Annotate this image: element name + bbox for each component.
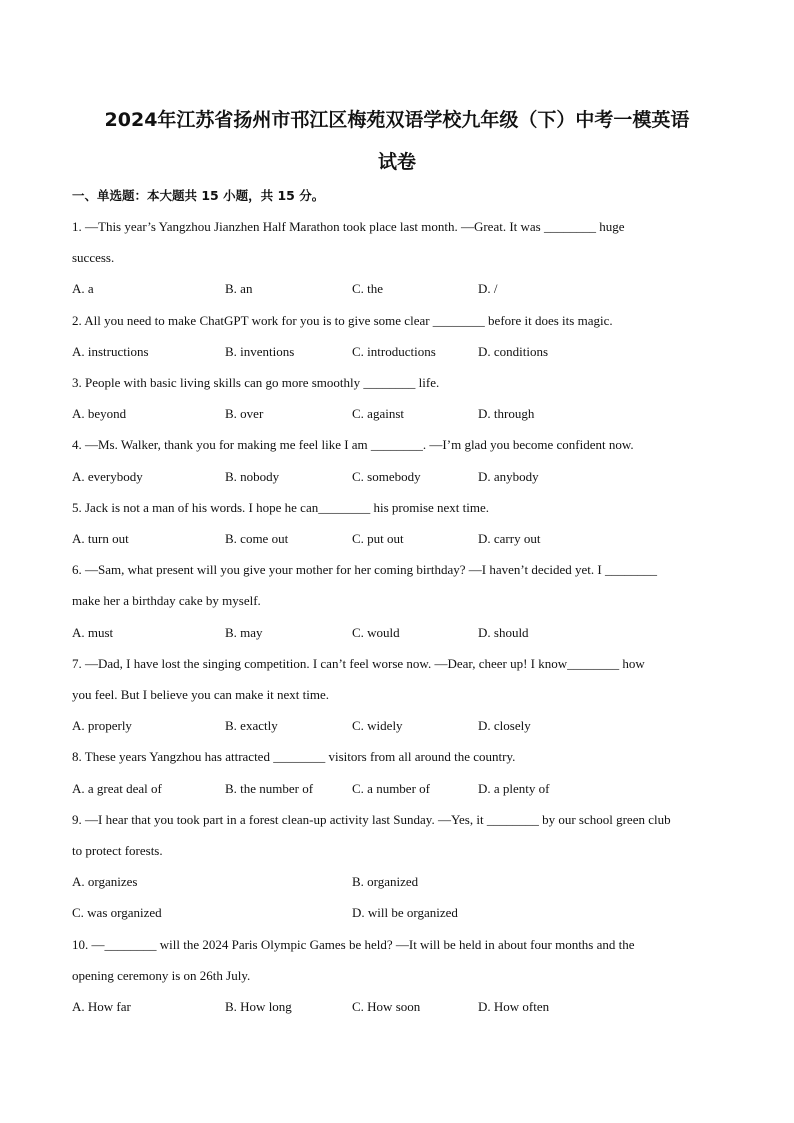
question-6-option-b: B. may: [225, 625, 263, 640]
question-4-stem-line-1: 4. —Ms. Walker, thank you for making me feel like I am ________. —I’m glad you become confident now.: [72, 437, 634, 452]
question-5-option-a: A. turn out: [72, 531, 129, 546]
document-title-line-1: 2024年江苏省扬州市邗江区梅苑双语学校九年级（下）中考一模英语: [104, 109, 690, 131]
question-5-option-d: D. carry out: [478, 531, 541, 546]
question-10-stem-line-1: 10. —________ will the 2024 Paris Olympic Games be held? —It will be held in about four months and the: [72, 937, 635, 952]
question-6-stem-line-2: make her a birthday cake by myself.: [72, 593, 261, 608]
question-10-stem-line-2: opening ceremony is on 26th July.: [72, 968, 251, 983]
question-3-option-a: A. beyond: [72, 406, 127, 421]
question-9-option-a: A. organizes: [72, 874, 138, 889]
question-2-option-a: A. instructions: [72, 344, 149, 359]
question-1-stem-line-1: 1. —This year’s Yangzhou Jianzhen Half Marathon took place last month. —Great. It was ________ huge: [72, 219, 625, 234]
question-2-stem-line-1: 2. All you need to make ChatGPT work for you is to give some clear ________ before it does its magic.: [72, 313, 613, 328]
question-1-option-c: C. the: [352, 281, 384, 296]
question-6-option-d: D. should: [478, 625, 529, 640]
question-3-option-b: B. over: [225, 406, 264, 421]
question-9-option-d: D. will be organized: [352, 905, 458, 920]
question-4-option-d: D. anybody: [478, 469, 539, 484]
question-8-option-a: A. a great deal of: [72, 781, 162, 796]
question-7-stem-line-1: 7. —Dad, I have lost the singing competition. I can’t feel worse now. —Dear, cheer up! I know________ how: [72, 656, 645, 671]
question-10-option-a: A. How far: [72, 999, 131, 1014]
question-7-option-c: C. widely: [352, 718, 403, 733]
question-7-option-b: B. exactly: [225, 718, 278, 733]
document-title-line-2: 试卷: [377, 151, 416, 173]
question-4-option-b: B. nobody: [225, 469, 280, 484]
question-5-option-b: B. come out: [225, 531, 289, 546]
section-header: 一、单选题：本大题共 15 小题，共 15 分。: [72, 188, 325, 203]
question-6-stem-line-1: 6. —Sam, what present will you give your mother for her coming birthday? —I haven’t decided yet. I ________: [72, 562, 657, 577]
question-2-option-c: C. introductions: [352, 344, 436, 359]
question-1-option-a: A. a: [72, 281, 94, 296]
question-1-option-b: B. an: [225, 281, 253, 296]
question-9-stem-line-2: to protect forests.: [72, 843, 163, 858]
question-3-option-d: D. through: [478, 406, 535, 421]
question-5-stem-line-1: 5. Jack is not a man of his words. I hope he can________ his promise next time.: [72, 500, 490, 515]
question-7-option-d: D. closely: [478, 718, 531, 733]
question-9-stem-line-1: 9. —I hear that you took part in a forest clean-up activity last Sunday. —Yes, it ________ by our school green club: [72, 812, 671, 827]
question-6-option-c: C. would: [352, 625, 400, 640]
question-9-option-b: B. organized: [352, 874, 419, 889]
question-7-option-a: A. properly: [72, 718, 132, 733]
question-6-option-a: A. must: [72, 625, 114, 640]
question-8-option-d: D. a plenty of: [478, 781, 550, 796]
question-2-option-b: B. inventions: [225, 344, 295, 359]
question-7-stem-line-2: you feel. But I believe you can make it next time.: [72, 687, 330, 702]
question-8-stem-line-1: 8. These years Yangzhou has attracted ________ visitors from all around the country.: [72, 749, 516, 764]
question-10-option-b: B. How long: [225, 999, 292, 1014]
question-3-stem-line-1: 3. People with basic living skills can go more smoothly ________ life.: [72, 375, 440, 390]
question-4-option-a: A. everybody: [72, 469, 143, 484]
question-8-option-b: B. the number of: [225, 781, 314, 796]
question-1-option-d: D. /: [478, 281, 498, 296]
question-3-option-c: C. against: [352, 406, 404, 421]
question-9-option-c: C. was organized: [72, 905, 162, 920]
question-10-option-c: C. How soon: [352, 999, 421, 1014]
question-1-stem-line-2: success.: [72, 250, 115, 265]
question-4-option-c: C. somebody: [352, 469, 421, 484]
question-2-option-d: D. conditions: [478, 344, 549, 359]
question-8-option-c: C. a number of: [352, 781, 430, 796]
question-5-option-c: C. put out: [352, 531, 404, 546]
question-10-option-d: D. How often: [478, 999, 550, 1014]
